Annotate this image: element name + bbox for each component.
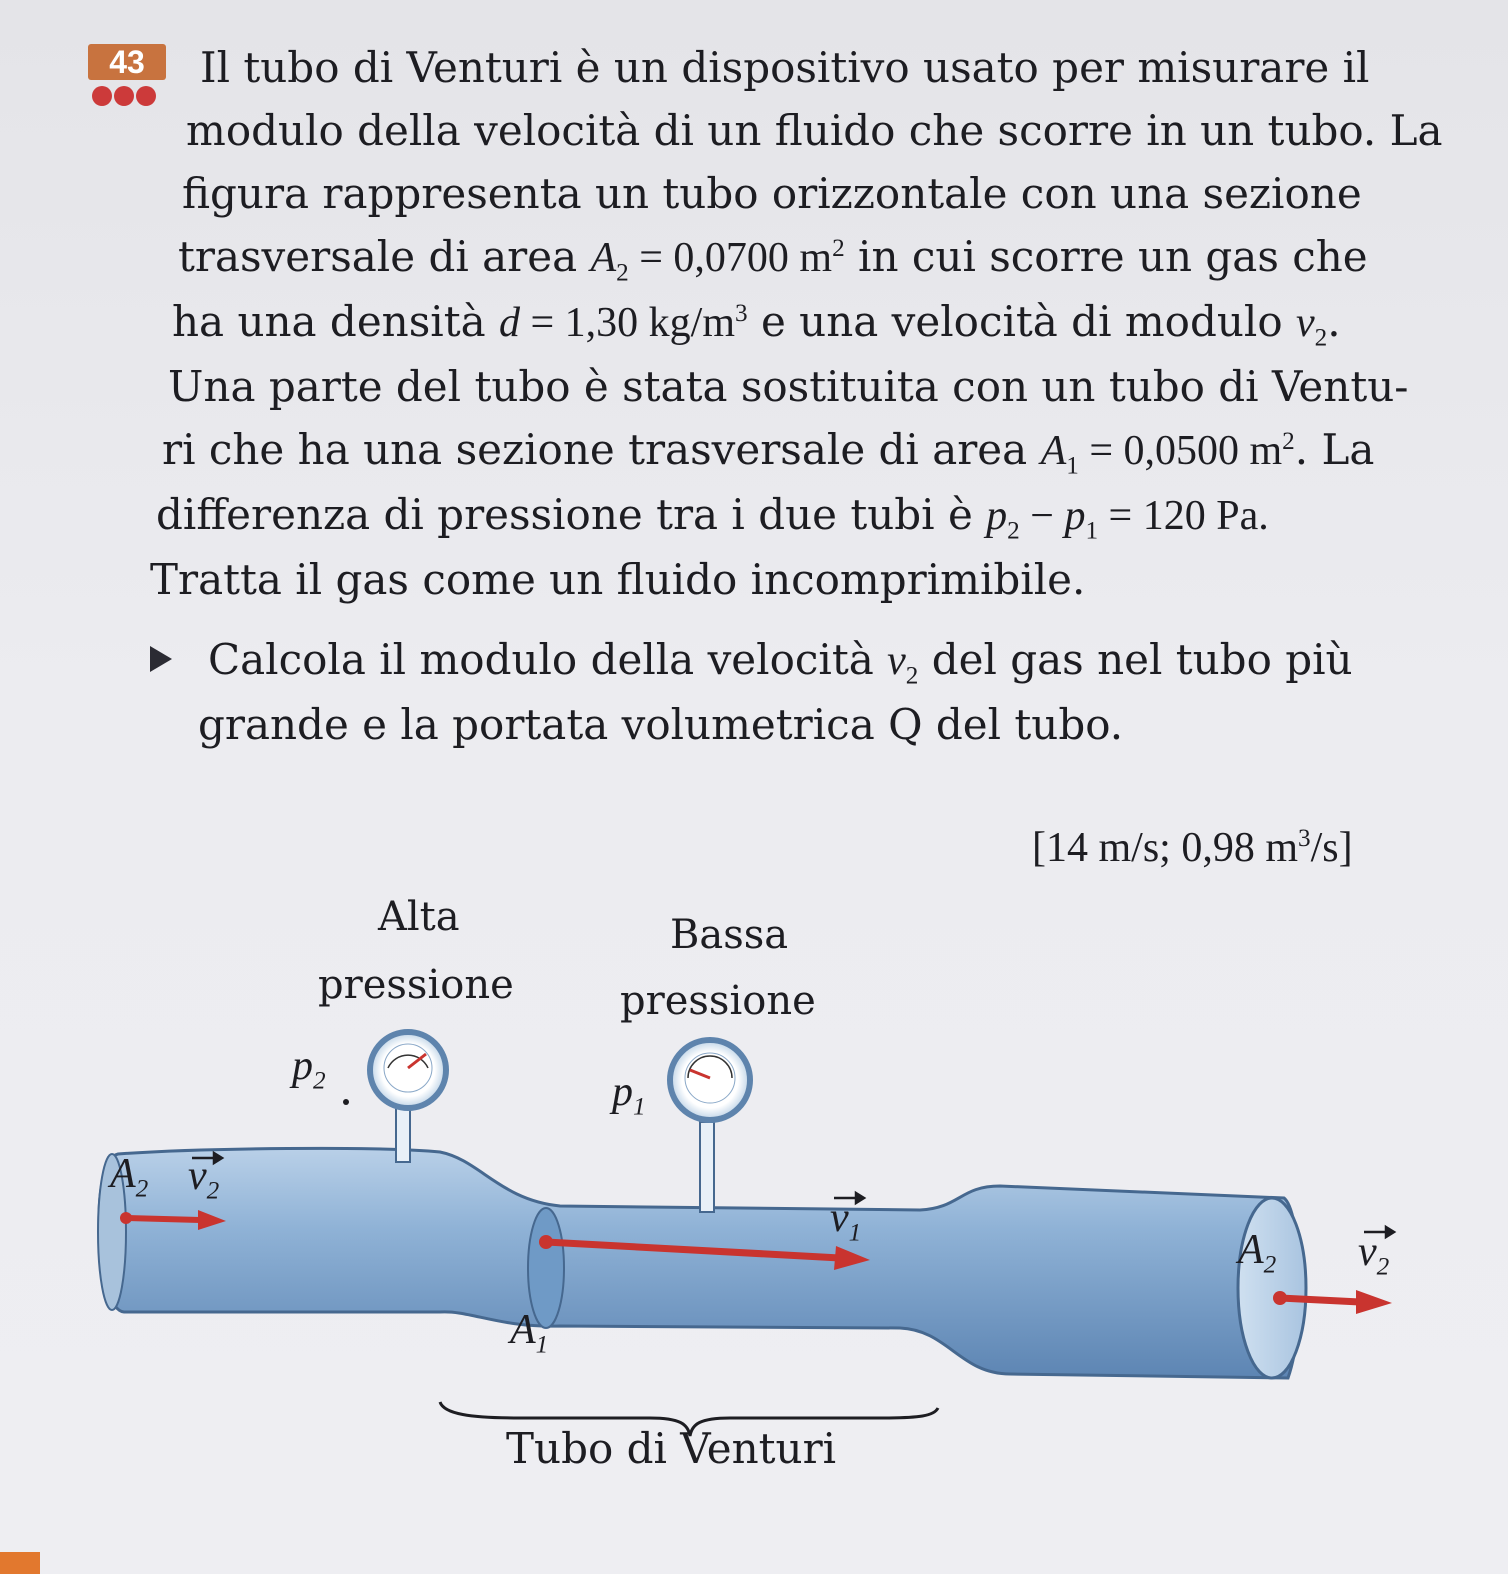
- problem-line: ha una densità d = 1,30 $kg/m^3$ e una velocità di modulo $v_2$.: [172, 297, 1341, 352]
- problem-line: trasversale di area $A_2 = 0,0700$ $m^2$ in cui scorre un gas che: [178, 232, 1368, 287]
- label-v2-right: $v_2$: [1358, 1229, 1390, 1281]
- problem-line: ri che ha una sezione trasversale di area $A_1 = 0,0500$ $m^2$. La: [162, 425, 1375, 480]
- label-p1: $p_1$: [612, 1069, 646, 1121]
- pipe-right-opening: [1238, 1198, 1306, 1378]
- label-a1: $A_1$: [510, 1307, 549, 1359]
- problem-line: modulo della velocità di un fluido che scorre in un tubo. La: [186, 106, 1443, 155]
- problem-line: Il tubo di Venturi è un dispositivo usato per misurare il: [200, 43, 1370, 92]
- triangle-bullet-icon: [150, 646, 172, 672]
- venturi-figure: [0, 880, 1508, 1520]
- answer-key: [14 m/s; 0,98 $m^3/s$]: [1032, 825, 1353, 871]
- difficulty-dot: [92, 86, 112, 106]
- task-line: grande e la portata volumetrica Q del tubo.: [198, 700, 1124, 749]
- problem-line: Una parte del tubo è stata sostituita con un tubo di Ventu-: [168, 362, 1409, 411]
- problem-statement: [150, 36, 1480, 611]
- pressure-gauge-p2: [370, 1032, 446, 1108]
- problem-line: figura rappresenta un tubo orizzontale con una sezione: [182, 169, 1362, 218]
- problem-line: differenza di pressione tra i due tubi è $p_2 - p_1 = 120$ Pa.: [156, 490, 1269, 545]
- gauge-stem-p1: [700, 1122, 714, 1212]
- task-statement: [150, 628, 1480, 757]
- pressure-gauge-p1: [670, 1040, 750, 1120]
- label-bassa-pressione: pressione: [620, 978, 816, 1024]
- label-v1: $v_1$: [830, 1195, 862, 1247]
- label-p2: $p_2$: [292, 1043, 326, 1095]
- label-alta: Alta: [378, 894, 460, 940]
- difficulty-dot: [114, 86, 134, 106]
- label-v2-left: $v_2$: [188, 1153, 220, 1205]
- label-bassa: Bassa: [670, 912, 789, 958]
- label-alta-pressione: pressione: [318, 962, 514, 1008]
- task-line: Calcola il modulo della velocità $v_2$ del gas nel tubo più: [208, 635, 1353, 690]
- figure-caption: Tubo di Venturi: [506, 1424, 837, 1473]
- exercise-number-badge: 43: [88, 44, 166, 80]
- label-a2-left: $A_2$: [110, 1151, 149, 1203]
- label-a2-right: $A_2$: [1238, 1227, 1277, 1279]
- problem-line: Tratta il gas come un fluido incomprimibile.: [150, 555, 1086, 604]
- page-edge-strip: [0, 1552, 40, 1574]
- gauge-stem-p2: [396, 1102, 410, 1162]
- difficulty-indicator: [92, 86, 158, 106]
